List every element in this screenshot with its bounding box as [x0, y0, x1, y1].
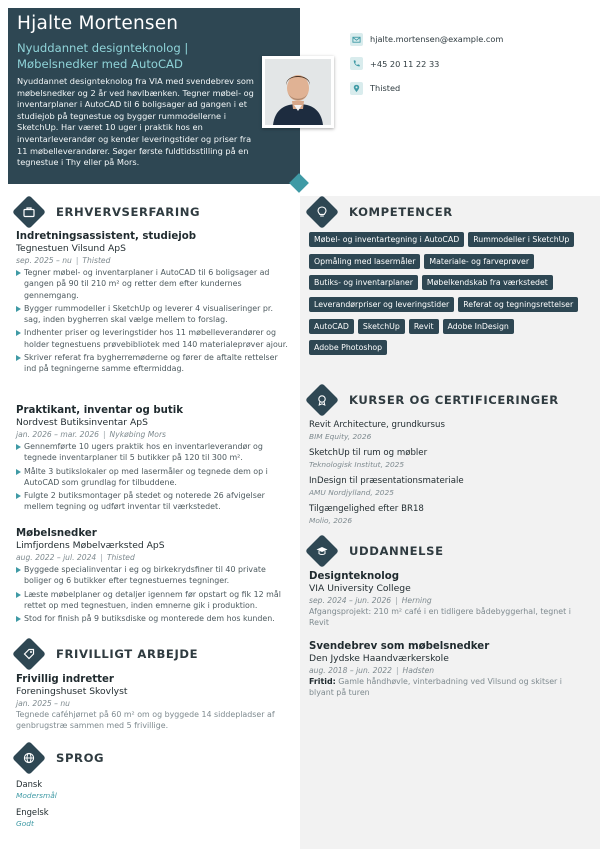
section-skills-title: KOMPETENCER: [349, 205, 453, 219]
volunteer-title: Frivillig indretter: [16, 674, 114, 685]
bullet: Bygger rummodeller i SketchUp og leverer 4 visualiseringer pr. sag, inden bygherren skal vælge mellem to forslag.: [16, 303, 288, 326]
skill-tag: Revit: [409, 319, 439, 334]
experience-meta: jan. 2026 – mar. 2026 | Nykøbing Mors: [16, 430, 167, 439]
education-entry-1: [309, 570, 591, 629]
volunteer-date: jan. 2025 – nu: [16, 699, 70, 708]
experience-org: Nordvest Butiksinventar ApS: [16, 417, 148, 428]
skill-tag: Møbelkendskab fra værkstedet: [422, 275, 553, 290]
skill-tag: Opmåling med lasermåler: [309, 254, 420, 269]
education-description: [309, 676, 581, 699]
education-place: Hadsten: [402, 666, 435, 675]
education-org: VIA University College: [309, 583, 411, 594]
section-volunteer-title: FRIVILLIGT ARBEJDE: [56, 647, 199, 661]
experience-date: jan. 2026 – mar. 2026: [16, 430, 99, 439]
graduation-cap-icon: [309, 538, 335, 564]
skill-tag: Møbel- og inventartegning i AutoCAD: [309, 232, 464, 247]
course-item: [309, 476, 464, 498]
experience-bullets: [16, 441, 288, 513]
contact-phone: [350, 57, 503, 71]
section-experience-header: [16, 199, 200, 225]
section-languages-title: SPROG: [56, 751, 105, 765]
bullet: Skriver referat fra bygherremøderne og fører de aftalte rettelser ind på tegningerne samme eftermiddag.: [16, 352, 288, 375]
experience-date: sep. 2025 – nu: [16, 256, 72, 265]
skill-tag: AutoCAD: [309, 319, 354, 334]
experience-title: Praktikant, inventar og butik: [16, 405, 184, 416]
education-org: Den Jydske Haandværkerskole: [309, 653, 449, 664]
experience-place: Nykøbing Mors: [109, 430, 167, 439]
volunteer-entry-1: [16, 673, 288, 732]
section-volunteer-header: [16, 641, 198, 667]
experience-entry-1: [16, 230, 288, 377]
bullet: Tegner møbel- og inventarplaner i AutoCAD til 6 boligsager ad gangen på 90 til 210 m² og retter dem efter kundernes gennemgang.: [16, 267, 288, 301]
course-title: InDesign til præsentationsmateriale: [309, 476, 464, 486]
experience-meta: sep. 2025 – nu | Thisted: [16, 256, 111, 265]
education-meta: sep. 2024 – jun. 2026 | Herning: [309, 596, 432, 605]
language-name: Engelsk: [16, 807, 49, 817]
contact-location-text: Thisted: [370, 83, 401, 93]
experience-org: Limfjordens Møbelværksted ApS: [16, 540, 165, 551]
briefcase-icon: [16, 199, 42, 225]
volunteer-description: Tegnede caféhjørnet på 60 m² om og byggede 14 siddepladser af genbrugstræ sammen med 5 frivillige.: [16, 710, 275, 731]
skill-tag: Rummodeller i SketchUp: [468, 232, 574, 247]
section-courses-title: KURSER OG CERTIFICERINGER: [349, 393, 559, 407]
lightbulb-icon: [309, 199, 335, 225]
globe-icon: [16, 745, 42, 771]
bullet: Fulgte 2 butiksmontager på stedet og noterede 26 afvigelser mellem tegning og udført inventar til værkstedet.: [16, 490, 288, 513]
skill-tag: Adobe Photoshop: [309, 340, 387, 355]
education-title: Designteknolog: [309, 571, 400, 582]
language-level: Modersmål: [16, 791, 57, 800]
skill-tag: SketchUp: [358, 319, 405, 334]
skills-tag-list: [309, 232, 591, 362]
education-title: Svendebrev som møbelsnedker: [309, 641, 490, 652]
education-place: Herning: [401, 596, 432, 605]
education-date: aug. 2018 – jun. 2022: [309, 666, 392, 675]
contact-phone-text[interactable]: +45 20 11 22 33: [370, 58, 440, 69]
course-provider: BIM Equity, 2026: [309, 432, 372, 441]
candidate-name: Hjalte Mortensen: [17, 13, 179, 34]
skill-tag: Butiks- og inventarplaner: [309, 275, 418, 290]
tag-icon: [16, 641, 42, 667]
skill-tag: Adobe InDesign: [443, 319, 514, 334]
course-item: [309, 504, 424, 526]
bullet: Indhenter priser og leveringstider hos 11 møbelleverandører og holder tegnestuens prøvebibliotek med 140 materialeprøver ajour.: [16, 327, 288, 350]
experience-date: aug. 2022 – jul. 2024: [16, 553, 97, 562]
phone-icon: [350, 57, 363, 70]
course-provider: Teknologisk Institut, 2025: [309, 460, 405, 469]
experience-org: Tegnestuen Vilsund ApS: [16, 243, 126, 254]
contact-email: [350, 32, 503, 46]
education-desc-text: Gamle håndhøvle, vinterbadning ved Vilsund og skitser i blyant på turen: [309, 677, 563, 698]
skill-tag: Materiale- og farveprøver: [424, 254, 534, 269]
skill-tag: Referat og tegningsrettelser: [458, 297, 578, 312]
experience-title: Møbelsnedker: [16, 528, 97, 539]
experience-entry-3: [16, 527, 288, 626]
bullet: Stod for finish på 9 butiksdiske og monterede dem hos kunden.: [16, 613, 288, 624]
profile-photo-image: [265, 59, 331, 125]
candidate-summary: Nyuddannet designteknolog fra VIA med svendebrev som møbelsnedker og 2 år ved høvlbænken. Tegner møbel- og inventarplaner i AutoCAD til 6 boligsager ad gangen i et studiejob på tegnestue og bygger rummodellerne i SketchUp. Har været 10 uger i praktik hos en inventarleverandør og kender leveringstider og priser fra 11 møbelleverandører. Søger første fuldtidsstilling på en tegnestue i Thy eller på Mors.: [17, 76, 254, 168]
contact-list: [350, 32, 503, 106]
bullet: Læste møbelplaner og detaljer igennem før opstart og fik 12 mål rettet op med tegnestuen, inden emnerne gik i produktion.: [16, 589, 288, 612]
experience-entry-2: [16, 404, 288, 515]
bullet: Byggede specialinventar i eg og birkekrydsfiner til 40 private boliger og 6 butikker efter tegnestuernes tegninger.: [16, 564, 288, 587]
volunteer-org: Foreningshuset Skovlyst: [16, 686, 128, 697]
certificate-icon: [309, 387, 335, 413]
experience-bullets: [16, 267, 288, 375]
section-education-title: UDDANNELSE: [349, 544, 444, 558]
bullet: Målte 3 butikslokaler op med lasermåler og tegnede dem op i AutoCAD som grundlag for tilbuddene.: [16, 466, 288, 489]
course-provider: AMU Nordjylland, 2025: [309, 488, 394, 497]
section-education-header: [309, 538, 444, 564]
section-skills-header: [309, 199, 453, 225]
profile-photo: [262, 56, 334, 128]
candidate-title: Nyuddannet designteknolog | Møbelsnedker med AutoCAD: [17, 41, 189, 71]
language-item: [16, 807, 49, 829]
experience-title: Indretningsassistent, studiejob: [16, 231, 197, 242]
course-item: [309, 420, 445, 442]
experience-place: Thisted: [106, 553, 135, 562]
bullet: Gennemførte 10 ugers praktik hos en inventarleverandør og tegnede inventarplaner til 5 butikker på 120 til 300 m².: [16, 441, 288, 464]
contact-location: [350, 81, 503, 95]
course-title: Revit Architecture, grundkursus: [309, 420, 445, 430]
contact-email-text[interactable]: hjalte.mortensen@example.com: [370, 34, 504, 44]
location-pin-icon: [350, 82, 363, 95]
section-courses-header: [309, 387, 559, 413]
course-provider: Molio, 2026: [309, 516, 353, 525]
experience-meta: aug. 2022 – jul. 2024 | Thisted: [16, 553, 135, 562]
header-block: [8, 8, 300, 184]
experience-bullets: [16, 564, 288, 624]
language-name: Dansk: [16, 779, 43, 789]
envelope-icon: [350, 33, 363, 46]
skill-tag: Leverandørpriser og leveringstider: [309, 297, 454, 312]
education-date: sep. 2024 – jun. 2026: [309, 596, 392, 605]
experience-place: Thisted: [82, 256, 111, 265]
education-entry-2: [309, 640, 591, 699]
course-title: SketchUp til rum og møbler: [309, 448, 428, 458]
section-languages-header: [16, 745, 104, 771]
education-desc-label: Fritid:: [309, 677, 336, 686]
education-meta: aug. 2018 – jun. 2022 | Hadsten: [309, 666, 435, 675]
language-level: Godt: [16, 819, 34, 828]
section-experience-title: ERHVERVSERFARING: [56, 205, 201, 219]
language-item: [16, 779, 57, 801]
course-item: [309, 448, 427, 470]
education-description: Afgangsprojekt: 210 m² café i en tidligere bådebyggerhal, tegnet i Revit: [309, 607, 571, 628]
course-title: Tilgængelighed efter BR18: [309, 504, 424, 514]
